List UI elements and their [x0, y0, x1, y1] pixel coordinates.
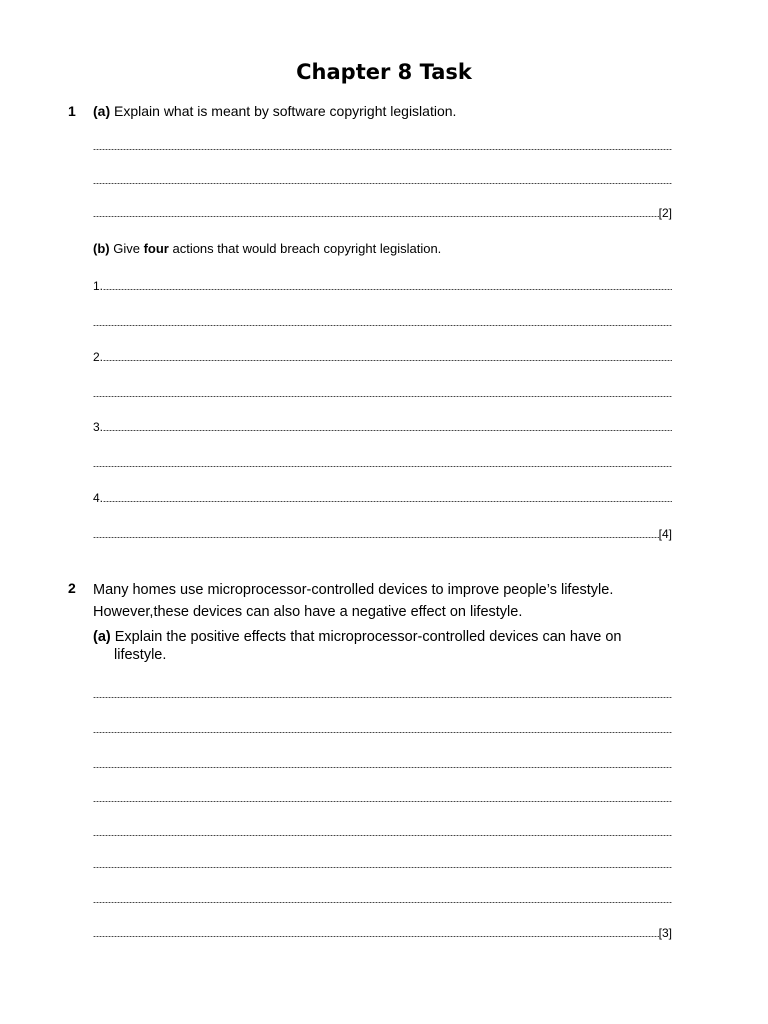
question-1a-text: Explain what is meant by software copyright legislation. [110, 103, 457, 119]
question-1b-label: (b) [93, 241, 110, 256]
emphasis-four: four [143, 241, 169, 256]
question-1a-prompt [93, 102, 673, 120]
answer-line[interactable] [93, 172, 672, 186]
answer-line-numbered[interactable] [93, 349, 672, 363]
answer-line-numbered[interactable] [93, 419, 672, 433]
answer-line[interactable] [93, 891, 672, 905]
answer-line-final[interactable] [93, 526, 672, 540]
question-2-intro: Many homes use microprocessor-controlled devices to improve people’s lifestyle. However,these devices can also have a negative effect on lifestyle. [93, 582, 614, 620]
question-1b-prompt: (b) Give four actions that would breach copyright legislation. [93, 241, 442, 256]
question-2a-label: (a) [93, 629, 111, 645]
answer-line[interactable] [93, 756, 672, 770]
answer-line[interactable] [93, 455, 672, 469]
answer-line-numbered[interactable] [93, 278, 672, 292]
answer-line[interactable] [93, 314, 672, 328]
item-number: 3. [93, 420, 104, 434]
answer-line-final[interactable] [93, 205, 672, 219]
answer-line[interactable] [93, 856, 672, 870]
answer-line[interactable] [93, 385, 672, 399]
question-2-number: 2 [68, 580, 76, 596]
answer-line[interactable] [93, 686, 672, 700]
question-1a-label: (a) [93, 103, 111, 119]
question-2a-prompt: (a) Explain the positive effects that microprocessor-controlled devices can have on [93, 629, 622, 645]
marks-label: [4] [658, 527, 672, 541]
marks-label: [3] [658, 926, 672, 940]
page-title: Chapter 8 Task [296, 60, 472, 84]
question-1-number: 1 [68, 103, 76, 119]
answer-line[interactable] [93, 721, 672, 735]
item-number: 4. [93, 491, 104, 505]
answer-line[interactable] [93, 138, 672, 152]
answer-line[interactable] [93, 824, 672, 838]
question-2a-prompt-cont: lifestyle. [114, 647, 167, 663]
answer-line-numbered[interactable] [93, 490, 672, 504]
item-number: 1. [93, 279, 104, 293]
item-number: 2. [93, 350, 104, 364]
answer-line-final[interactable] [93, 925, 672, 939]
marks-label: [2] [658, 206, 672, 220]
answer-line[interactable] [93, 790, 672, 804]
